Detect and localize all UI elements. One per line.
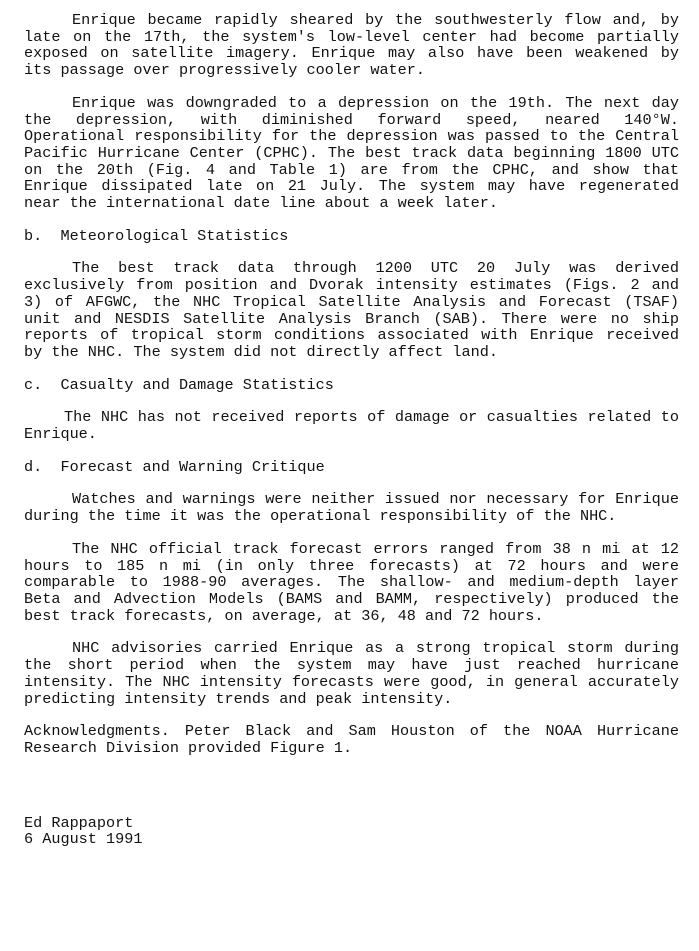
paragraph-track-errors: The NHC official track forecast errors ranged from 38 n mi at 12 hours to 185 n mi (in only three forecasts) at 72 hours and were comparable to 1988-90 averages. The shallow- and medium-depth layer Beta and Advection Models (BAMS and BAMM, respectively) produced the best track forecasts, on average, at 36, 48 and 72 hours. bbox=[24, 539, 679, 625]
section-heading-forecast: d. Forecast and Warning Critique bbox=[24, 457, 325, 476]
section-heading-casualty: c. Casualty and Damage Statistics bbox=[24, 375, 334, 394]
signature-author: Ed Rappaport bbox=[24, 813, 134, 832]
paragraph-downgrade: Enrique was downgraded to a depression on the 19th. The next day the depression, with diminished forward speed, neared 140°W. Operational responsibility for the depression was passed to the Central Pacific Hurricane Center (CPHC). The best track data beginning 1800 UTC on the 20th (Fig. 4 and Table 1) are from the CPHC, and show that Enrique dissipated late on 21 July. The system may have regenerated near the international date line about a week later. bbox=[24, 93, 679, 213]
section-heading-meteorological: b. Meteorological Statistics bbox=[24, 226, 289, 245]
paragraph-weakening: Enrique became rapidly sheared by the southwesterly flow and, by late on the 17th, the system's low-level center had become partially exposed on satellite imagery. Enrique may also have been weakened by its passage over progressively cooler water. bbox=[24, 11, 679, 80]
paragraph-watches: Watches and warnings were neither issued nor necessary for Enrique during the time it was the operational responsibility of the NHC. bbox=[24, 490, 679, 526]
paragraph-acknowledgments: Acknowledgments. Peter Black and Sam Houston of the NOAA Hurricane Research Division provided Figure 1. bbox=[24, 722, 679, 757]
paragraph-best-track: The best track data through 1200 UTC 20 July was derived exclusively from position and Dvorak intensity estimates (Figs. 2 and 3) of AFGWC, the NHC Tropical Satellite Analysis and Forecast (TSAF) unit and NESDIS Satellite Analysis Branch (SAB). There were no ship reports of tropical storm conditions associated with Enrique received by the NHC. The system did not directly affect land. bbox=[24, 259, 679, 361]
document-page bbox=[24, 12, 679, 848]
paragraph-casualty: The NHC has not received reports of damage or casualties related to Enrique. bbox=[24, 408, 679, 444]
paragraph-intensity: NHC advisories carried Enrique as a strong tropical storm during the short period when the system may have just reached hurricane intensity. The NHC intensity forecasts were good, in general accurately predicting intensity trends and peak intensity. bbox=[24, 639, 679, 708]
signature-date: 6 August 1991 bbox=[24, 830, 143, 849]
